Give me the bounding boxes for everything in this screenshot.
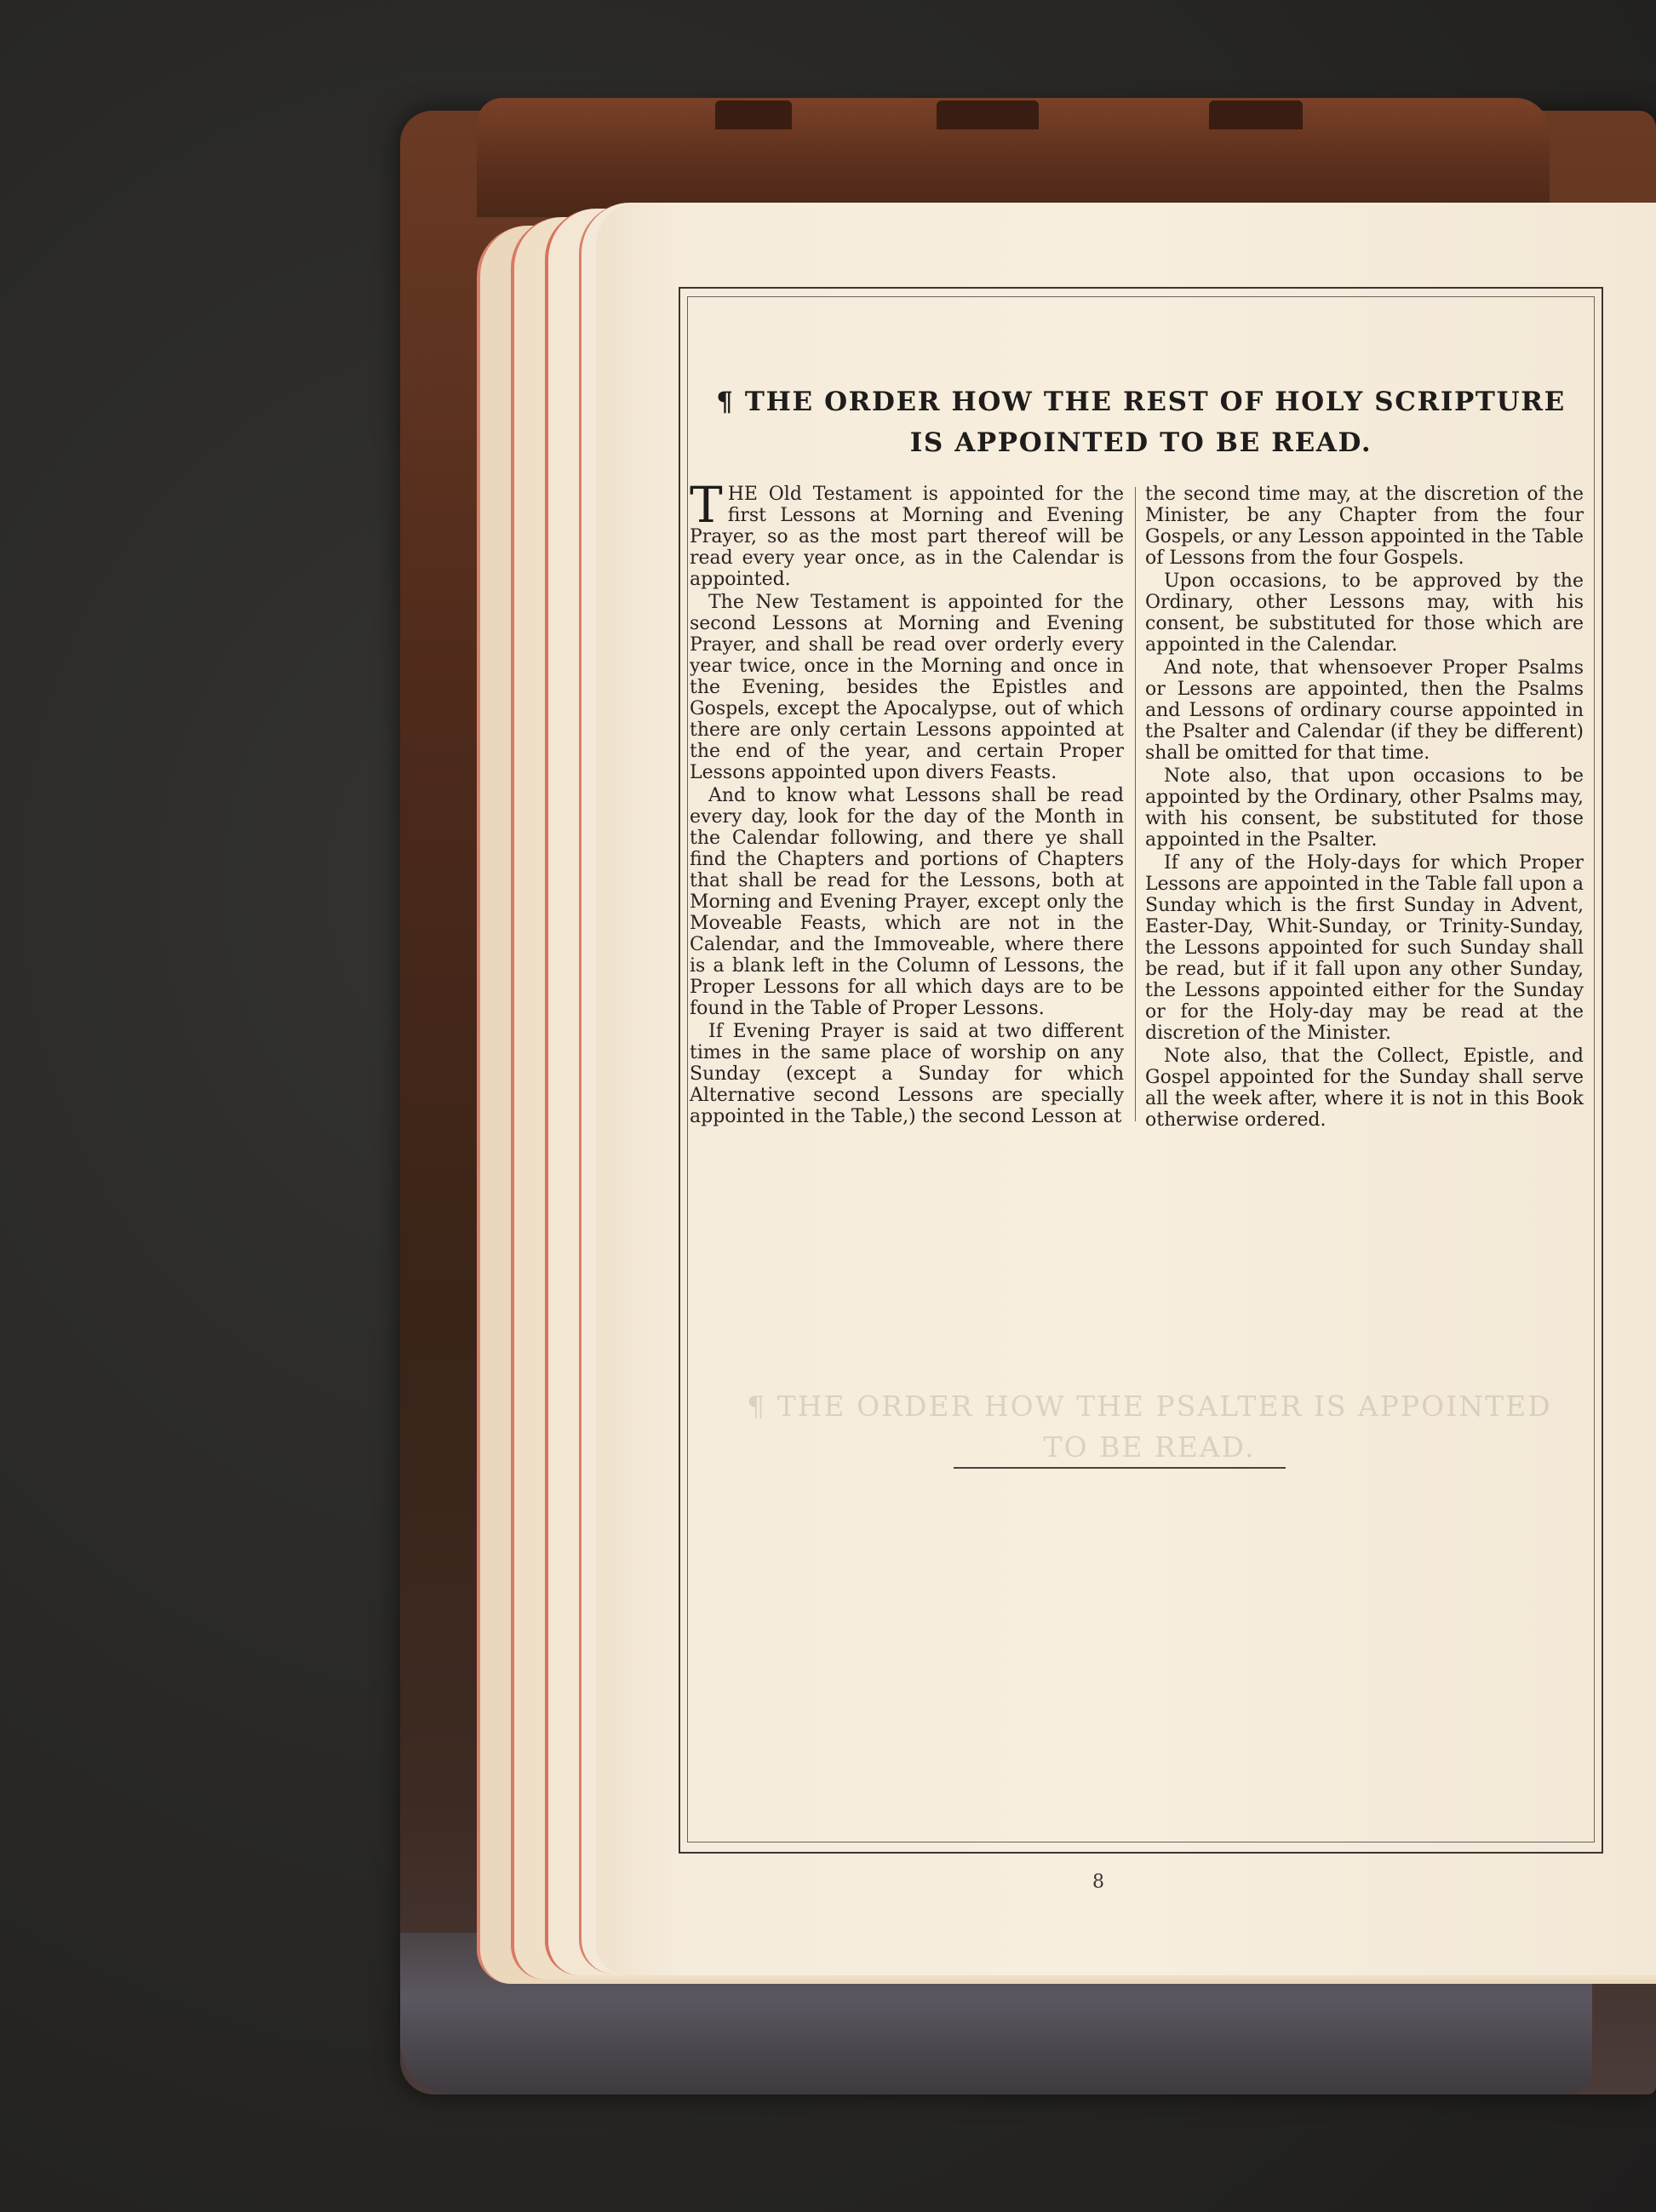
- page-title: [690, 381, 1592, 463]
- paragraph: Note also, that upon occasions to be appointed by the Ordinary, other Psalms may, with his consent, be substituted for those appointed in the Psalter.: [1145, 765, 1584, 851]
- page-number: 8: [1092, 1871, 1104, 1893]
- thumb-tab: [1209, 100, 1303, 129]
- drop-cap: T: [690, 476, 723, 534]
- separator-rule: [954, 1467, 1286, 1469]
- paragraph: The New Testament is appointed for the second Lessons at Morning and Evening Prayer, and shall be read over orderly every year twice, once in the Morning and once in the Evening, besides the Epistles and Gospels, except the Apocalypse, out of which there are only certain Lessons appointed at the end of the year, and certain Proper Lessons appointed upon divers Feasts.: [690, 592, 1124, 783]
- right-column: [1145, 484, 1584, 1132]
- thumb-tab: [715, 100, 792, 129]
- paragraph: If Evening Prayer is said at two different times in the same place of worship on any Sunday (except a Sunday for which Alternative second Lessons are specially appointed in the Table,) the second Lesson at: [690, 1021, 1124, 1127]
- show-through-text: TO BE READ.: [1043, 1430, 1256, 1464]
- paragraph: Note also, that the Collect, Epistle, and Gospel appointed for the Sunday shall serve all the week after, where it is not in this Book otherwise ordered.: [1145, 1046, 1584, 1131]
- show-through-text: ¶ THE ORDER HOW THE PSALTER IS APPOINTED: [747, 1390, 1552, 1423]
- column-rule: [1135, 487, 1136, 1121]
- paragraph: And note, that whensoever Proper Psalms or Lessons are appointed, then the Psalms and Lessons of ordinary course appointed in the Psalter and Calendar (if they be different) shall be omitted for that time.: [1145, 657, 1584, 764]
- left-column: [690, 476, 1124, 1129]
- title-line-1: ¶ THE ORDER HOW THE REST OF HOLY SCRIPTURE: [716, 387, 1566, 417]
- thumb-tab: [937, 100, 1039, 129]
- paragraph: THE Old Testament is appointed for the first Lessons at Morning and Evening Prayer, so as the most part thereof will be read every year once, as in the Calendar is appointed.: [690, 476, 1124, 590]
- paragraph: Upon occasions, to be approved by the Ordinary, other Lessons may, with his consent, be substituted for those which are appointed in the Calendar.: [1145, 570, 1584, 656]
- paragraph: the second time may, at the discretion of the Minister, be any Chapter from the four Gospels, or any Lesson appointed in the Table of Lessons from the four Gospels.: [1145, 484, 1584, 569]
- title-line-2: IS APPOINTED TO BE READ.: [909, 427, 1372, 458]
- paragraph: And to know what Lessons shall be read every day, look for the day of the Month in the Calendar following, and there ye shall find the Chapters and portions of Chapters that shall be read for the Lessons, both at Morning and Evening Prayer, except only the Moveable Feasts, which are not in the Calendar, and the Immoveable, where there is a blank left in the Column of Lessons, the Proper Lessons for all which days are to be found in the Table of Proper Lessons.: [690, 785, 1124, 1019]
- paragraph: If any of the Holy-days for which Proper Lessons are appointed in the Table fall upon a Sunday which is the first Sunday in Advent, Easter-Day, Whit-Sunday, or Trinity-Sunday, the Lessons appointed for such Sunday shall be read, but if it fall upon any other Sunday, the Lessons appointed either for the Sunday or for the Holy-day may be read at the discretion of the Minister.: [1145, 852, 1584, 1044]
